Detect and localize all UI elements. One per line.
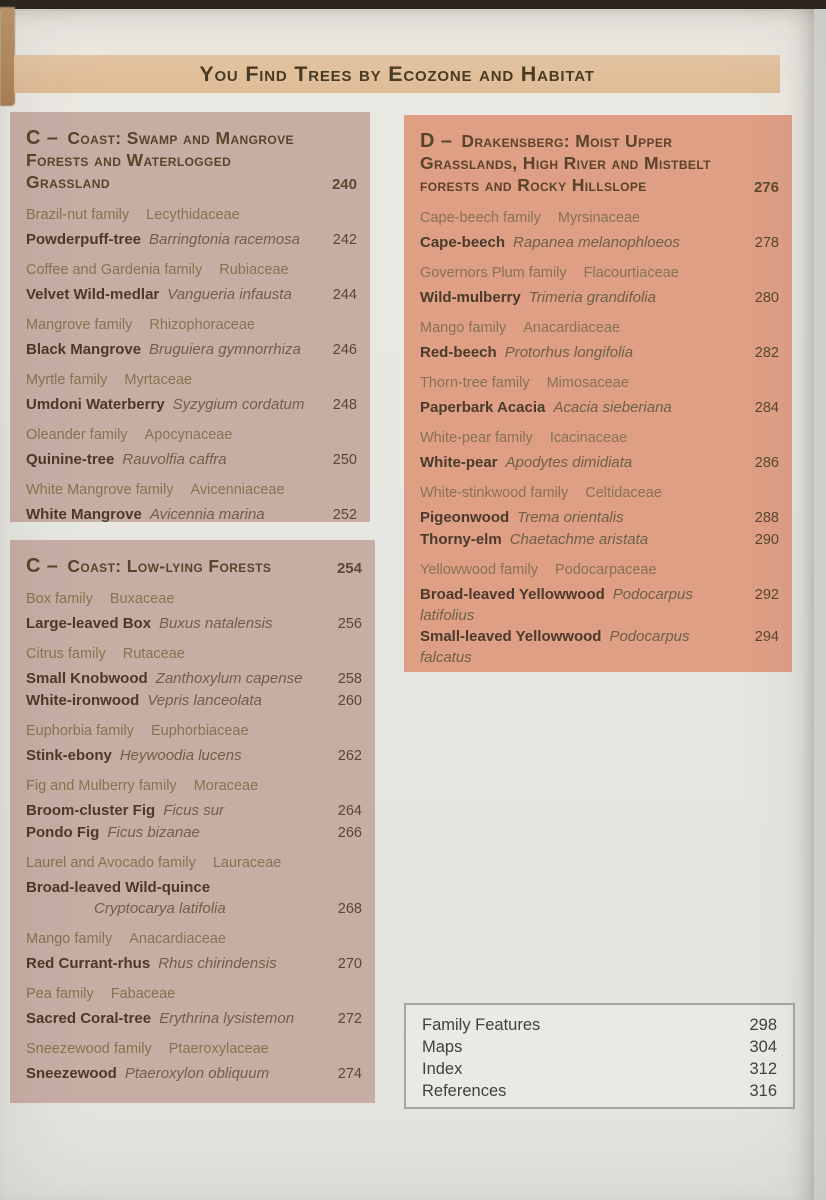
back-matter-box <box>404 1003 795 1109</box>
family-group <box>26 854 362 920</box>
family-latin-name: Anacardiaceae <box>129 931 226 947</box>
family-common-name: Mango family <box>26 931 113 947</box>
species-latin-name: Chaetachme aristata <box>509 531 649 548</box>
page-number: 266 <box>337 825 362 841</box>
section-coast-swamp-mangrove <box>10 112 370 522</box>
family-common-name: Myrtle family <box>26 372 108 388</box>
family-group <box>26 261 357 306</box>
species-latin-name: Syzygium cordatum <box>172 396 305 413</box>
species-row <box>26 449 357 471</box>
species-latin-name: Protorhus longifolia <box>504 344 634 361</box>
species-row <box>420 232 779 254</box>
family-line <box>420 429 779 448</box>
page-number: 248 <box>332 397 357 413</box>
family-group <box>420 484 779 551</box>
species-row <box>26 613 362 635</box>
photo-top-edge <box>0 0 826 9</box>
family-group <box>26 590 362 635</box>
species-latin-name: Acacia sieberiana <box>553 399 672 416</box>
family-latin-name: Myrtaceae <box>124 372 193 388</box>
page-number: 260 <box>337 693 362 709</box>
species-common-name: Powderpuff-tree <box>26 231 142 248</box>
family-common-name: Yellowwood family <box>420 562 538 578</box>
section-title-text: Drakensberg: Moist Upper Grasslands, High River and Mistbelt forests and Rocky Hillslope <box>420 131 711 195</box>
page-number: 286 <box>754 455 779 471</box>
species-row <box>26 800 362 822</box>
family-latin-name: Rutaceae <box>122 646 185 662</box>
species-row <box>420 584 779 626</box>
species-common-name: Umdoni Waterberry <box>26 396 165 413</box>
page-number: 256 <box>337 616 362 632</box>
family-common-name: Mangrove family <box>26 317 133 333</box>
species-name <box>420 397 745 418</box>
species-common-name: White-ironwood <box>26 692 140 709</box>
family-common-name: Citrus family <box>26 646 106 662</box>
species-common-name: Broad-leaved Wild-quince <box>26 879 211 896</box>
species-name <box>26 449 323 470</box>
species-latin-name: Vangueria infausta <box>167 286 292 303</box>
page-number: 242 <box>332 232 357 248</box>
species-common-name: Velvet Wild-medlar <box>26 286 160 303</box>
family-group <box>26 777 362 844</box>
species-name <box>420 287 745 308</box>
species-name <box>26 668 328 689</box>
species-name <box>420 584 745 626</box>
species-name <box>26 284 323 305</box>
family-latin-name: Ptaeroxylaceae <box>168 1041 269 1057</box>
species-common-name: Small Knobwood <box>26 670 148 687</box>
family-latin-name: Anacardiaceae <box>523 320 620 336</box>
species-latin-name: Podocarpus latifolius <box>420 586 693 624</box>
family-latin-name: Podocarpaceae <box>554 562 657 578</box>
family-group <box>26 316 357 361</box>
species-row <box>420 287 779 309</box>
family-line <box>26 481 357 500</box>
page-number: 254 <box>336 560 362 577</box>
back-matter-label: Maps <box>422 1038 463 1056</box>
species-row <box>26 690 362 712</box>
species-common-name: Large-leaved Box <box>26 615 152 632</box>
species-common-name: White-pear <box>420 454 498 471</box>
family-latin-name: Apocynaceae <box>144 427 233 443</box>
species-name <box>26 877 362 898</box>
family-common-name: Brazil-nut family <box>26 207 130 223</box>
species-latin-name: Bruguiera gymnorrhiza <box>149 341 301 358</box>
species-name <box>420 232 745 253</box>
back-matter-label: Family Features <box>422 1016 541 1034</box>
family-common-name: White Mangrove family <box>26 482 174 498</box>
species-common-name: Red Currant-rhus <box>26 955 151 972</box>
species-latin-name: Ficus bizanae <box>107 824 200 841</box>
species-row <box>420 626 779 668</box>
page-number: 246 <box>332 342 357 358</box>
family-group <box>26 481 357 522</box>
species-common-name: Quinine-tree <box>26 451 115 468</box>
page-number: 244 <box>332 287 357 303</box>
species-name <box>420 452 745 473</box>
page-number: 276 <box>753 179 779 196</box>
species-row <box>26 822 362 844</box>
species-common-name: Sacred Coral-tree <box>26 1010 152 1027</box>
page-number: 294 <box>754 629 779 645</box>
species-latin-name: Apodytes dimidiata <box>505 454 633 471</box>
family-line <box>26 645 362 664</box>
page-number: 278 <box>754 235 779 251</box>
species-latin-name: Buxus natalensis <box>159 615 273 632</box>
page-title-band <box>14 55 780 93</box>
species-row <box>26 1063 362 1085</box>
species-common-name: Stink-ebony <box>26 747 112 764</box>
family-line <box>26 854 362 873</box>
page-number: 264 <box>337 803 362 819</box>
family-group <box>26 930 362 975</box>
species-latin-name: Rauvolfia caffra <box>122 451 227 468</box>
family-common-name: Sneezewood family <box>26 1041 152 1057</box>
page-number: 262 <box>337 748 362 764</box>
family-line <box>26 590 362 609</box>
family-group <box>420 561 779 668</box>
species-name <box>26 1063 328 1084</box>
family-common-name: Thorn-tree family <box>420 375 530 391</box>
species-common-name: White Mangrove <box>26 506 142 522</box>
species-name <box>26 504 323 522</box>
species-common-name: Broom-cluster Fig <box>26 802 156 819</box>
section-title-text: Coast: Swamp and Mangrove Forests and Waterlogged Grassland <box>26 128 294 192</box>
section-title <box>420 130 741 196</box>
species-name <box>420 626 745 668</box>
species-row <box>26 877 362 898</box>
family-line <box>420 484 779 503</box>
family-line <box>420 209 779 228</box>
species-common-name: Pondo Fig <box>26 824 100 841</box>
page-number: 274 <box>337 1066 362 1082</box>
page-number: 240 <box>331 176 357 193</box>
page-number: 284 <box>754 400 779 416</box>
section-coast-lowlying-forests <box>10 540 375 1103</box>
section-header <box>420 130 779 196</box>
back-matter-label: Index <box>422 1060 463 1078</box>
family-latin-name: Rhizophoraceae <box>149 317 255 333</box>
species-row <box>26 668 362 690</box>
section-drakensberg <box>404 115 792 672</box>
species-name <box>26 339 323 360</box>
family-latin-name: Fabaceae <box>110 986 176 1002</box>
species-common-name: Broad-leaved Yellowwood <box>420 586 605 603</box>
family-group <box>26 206 357 251</box>
species-common-name: Small-leaved Yellowwood <box>420 628 602 645</box>
family-common-name: Box family <box>26 591 93 607</box>
species-row <box>26 953 362 975</box>
page-number: 268 <box>337 901 362 917</box>
species-common-name: Wild-mulberry <box>420 289 521 306</box>
species-latin-name: Erythrina lysistemon <box>159 1010 295 1027</box>
family-line <box>26 426 357 445</box>
family-latin-name: Euphorbiaceae <box>151 723 249 739</box>
family-common-name: Oleander family <box>26 427 128 443</box>
species-latin-name: Ficus sur <box>163 802 225 819</box>
species-common-name: Pigeonwood <box>420 509 510 526</box>
section-letter: C – <box>26 555 59 577</box>
species-row <box>26 229 357 251</box>
species-row <box>26 339 357 361</box>
family-group <box>26 426 357 471</box>
section-title-text: Coast: Low-lying Forests <box>67 556 272 576</box>
family-latin-name: Rubiaceae <box>219 262 289 278</box>
back-matter-row <box>422 1058 777 1080</box>
family-latin-name: Lecythidaceae <box>146 207 240 223</box>
species-common-name: Cape-beech <box>420 234 506 251</box>
species-common-name: Thorny-elm <box>420 531 502 548</box>
family-line <box>26 206 357 225</box>
family-latin-name: Mimosaceae <box>546 375 629 391</box>
family-group <box>26 645 362 712</box>
species-latin-name: Podocarpus falcatus <box>420 628 690 666</box>
family-line <box>26 371 357 390</box>
species-row <box>26 1008 362 1030</box>
species-common-name: Sneezewood <box>26 1065 117 1082</box>
family-group <box>26 371 357 416</box>
page-number: 292 <box>754 587 779 603</box>
family-common-name: Governors Plum family <box>420 265 567 281</box>
page-number: 280 <box>754 290 779 306</box>
species-row <box>420 507 779 529</box>
family-common-name: Euphorbia family <box>26 723 134 739</box>
family-common-name: Pea family <box>26 986 94 1002</box>
species-name <box>26 1008 328 1029</box>
family-line <box>26 777 362 796</box>
section-title <box>26 555 324 577</box>
page-number: 304 <box>749 1038 777 1056</box>
page-number: 272 <box>337 1011 362 1027</box>
species-name <box>26 613 328 634</box>
species-latin-name: Cryptocarya latifolia <box>94 900 226 917</box>
species-row <box>26 394 357 416</box>
family-latin-name: Moraceae <box>193 778 259 794</box>
species-row <box>420 397 779 419</box>
species-latin-name: Vepris lanceolata <box>147 692 262 709</box>
family-group <box>26 722 362 767</box>
species-latin-name: Zanthoxylum capense <box>155 670 303 687</box>
species-common-name: Red-beech <box>420 344 497 361</box>
species-row <box>26 745 362 767</box>
species-row <box>26 504 357 522</box>
family-line <box>26 316 357 335</box>
species-row <box>420 452 779 474</box>
page-number: 270 <box>337 956 362 972</box>
species-row <box>420 529 779 551</box>
species-name <box>26 394 323 415</box>
family-common-name: Coffee and Gardenia family <box>26 262 203 278</box>
family-latin-name: Icacinaceae <box>549 430 628 446</box>
family-group <box>420 429 779 474</box>
back-matter-row <box>422 1036 777 1058</box>
back-matter-row <box>422 1080 777 1102</box>
family-line <box>420 374 779 393</box>
family-common-name: Cape-beech family <box>420 210 541 226</box>
family-group <box>26 1040 362 1085</box>
family-latin-name: Flacourtiaceae <box>583 265 679 281</box>
section-header <box>26 127 357 193</box>
species-common-name: Black Mangrove <box>26 341 142 358</box>
family-line <box>26 930 362 949</box>
page-number: 288 <box>754 510 779 526</box>
species-latin-name: Barringtonia racemosa <box>149 231 300 248</box>
species-name <box>26 822 328 843</box>
family-line <box>420 561 779 580</box>
page-number: 290 <box>754 532 779 548</box>
family-group <box>420 209 779 254</box>
family-common-name: Laurel and Avocado family <box>26 855 196 871</box>
family-line <box>420 264 779 283</box>
species-latin-name: Heywoodia lucens <box>119 747 242 764</box>
page-number: 298 <box>749 1016 777 1034</box>
family-line <box>26 985 362 1004</box>
family-line <box>26 261 357 280</box>
family-line <box>26 722 362 741</box>
family-group <box>420 319 779 364</box>
section-letter: C – <box>26 127 59 149</box>
book-spine-edge <box>0 7 15 106</box>
family-group <box>26 985 362 1030</box>
species-name <box>26 953 328 974</box>
species-name <box>420 507 745 528</box>
page-number: 316 <box>749 1082 777 1100</box>
family-latin-name: Myrsinaceae <box>557 210 641 226</box>
page-number: 312 <box>749 1060 777 1078</box>
species-name <box>26 745 328 766</box>
family-common-name: White-pear family <box>420 430 533 446</box>
page-number: 282 <box>754 345 779 361</box>
species-common-name: Paperbark Acacia <box>420 399 546 416</box>
section-letter: D – <box>420 130 453 152</box>
family-latin-name: Lauraceae <box>212 855 282 871</box>
page-number: 250 <box>332 452 357 468</box>
species-name <box>420 342 745 363</box>
page-number: 252 <box>332 507 357 522</box>
species-latin-name: Trimeria grandifolia <box>528 289 656 306</box>
page-title: You Find Trees by Ecozone and Habitat <box>199 61 595 86</box>
species-latin-name: Trema orientalis <box>517 509 624 526</box>
species-latin-name: Rapanea melanophloeos <box>513 234 680 251</box>
species-latin-name: Ptaeroxylon obliquum <box>124 1065 270 1082</box>
species-name <box>420 529 745 550</box>
section-title <box>26 127 319 193</box>
family-latin-name: Buxaceae <box>109 591 175 607</box>
species-latin-name: Avicennia marina <box>149 506 265 522</box>
back-matter-label: References <box>422 1082 507 1100</box>
family-latin-name: Celtidaceae <box>585 485 662 501</box>
species-name <box>26 800 328 821</box>
species-name <box>26 229 323 250</box>
species-row <box>26 284 357 306</box>
family-line <box>26 1040 362 1059</box>
section-header <box>26 555 362 577</box>
family-common-name: Mango family <box>420 320 507 336</box>
family-line <box>420 319 779 338</box>
family-common-name: White-stinkwood family <box>420 485 569 501</box>
species-row <box>26 898 362 920</box>
species-name <box>26 690 328 711</box>
family-common-name: Fig and Mulberry family <box>26 778 177 794</box>
back-matter-row <box>422 1014 777 1036</box>
species-row <box>420 342 779 364</box>
page-number: 258 <box>337 671 362 687</box>
family-latin-name: Avicenniaceae <box>190 482 285 498</box>
family-group <box>420 264 779 309</box>
family-group <box>420 374 779 419</box>
species-latin-name: Rhus chirindensis <box>158 955 277 972</box>
